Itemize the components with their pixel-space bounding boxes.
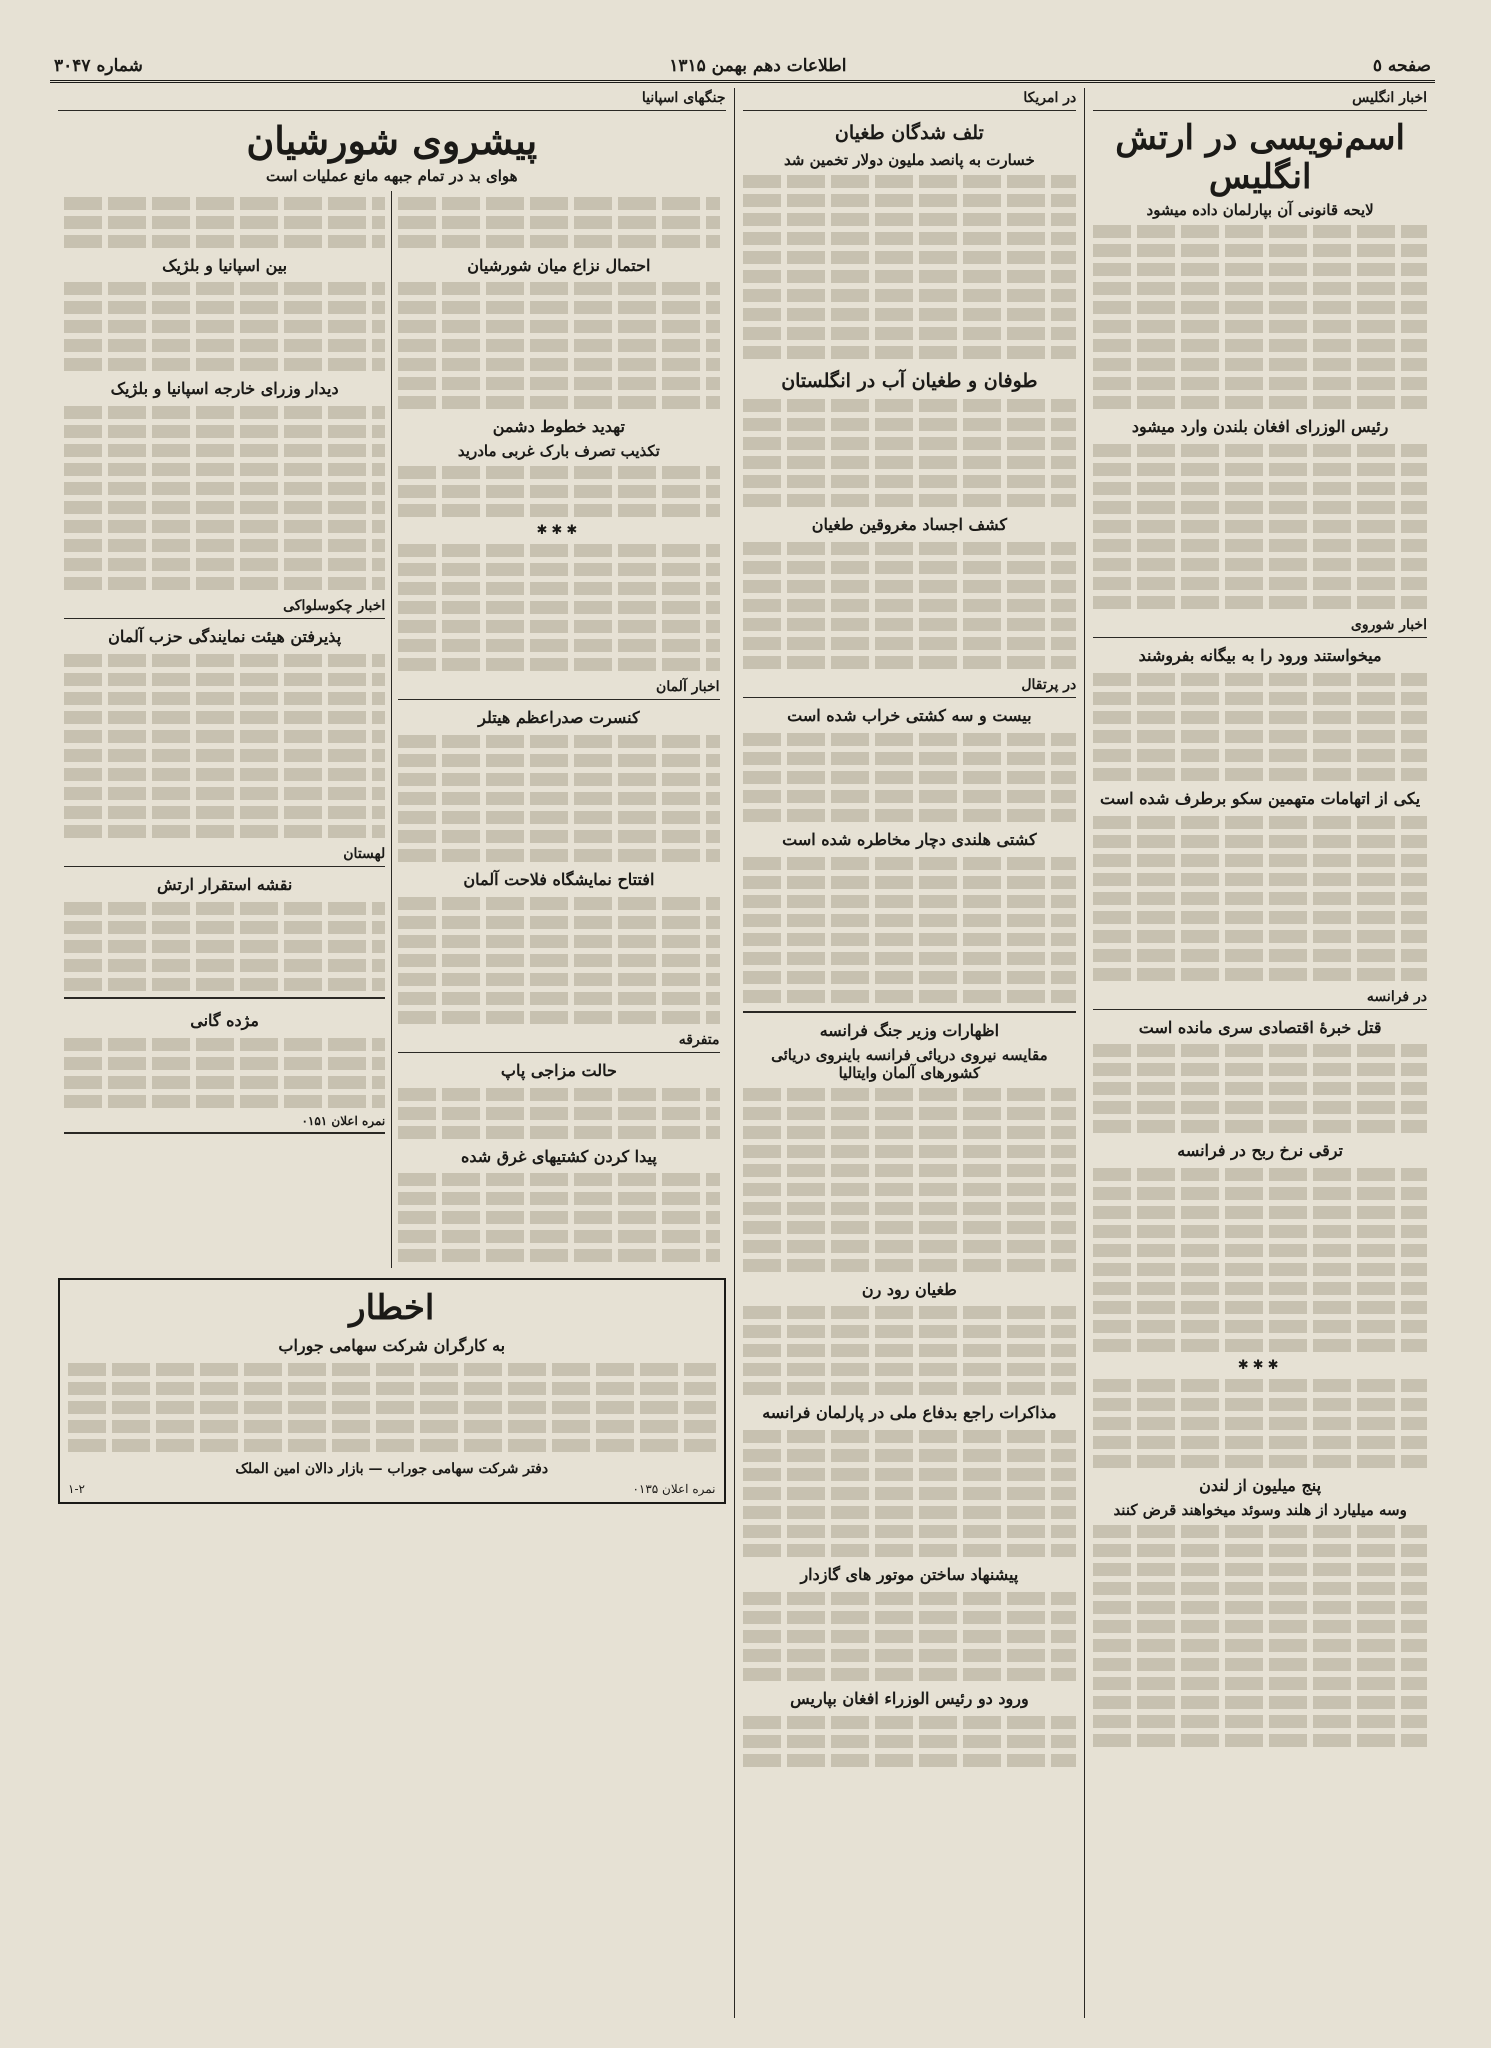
warning-ad-code: ۱-۲: [68, 1482, 85, 1497]
section-tag-misc: متفرقه: [398, 1030, 719, 1053]
separator-stars-2: ✱✱✱: [536, 523, 582, 539]
masthead: [50, 52, 1435, 83]
story-sell-entry-title: میخواستند ورود را به بیگانه بفروشند: [1138, 645, 1382, 665]
story-defense-title: مذاکرات راجع بدفاع ملی در پارلمان فرانسه: [762, 1403, 1057, 1423]
section-tag-czech: اخبار چکوسلواکی: [64, 596, 385, 619]
warning-ad-meta: [68, 1482, 716, 1496]
section-tag-england: اخبار انگلیس: [1093, 88, 1427, 111]
story-rhone-title: طغیان رود رن: [861, 1279, 957, 1299]
column-america: [734, 88, 1085, 2018]
story-ships-title: بیست و سه کشتی خراب شده است: [787, 706, 1032, 726]
warning-ad-sub: به کارگران شرکت سهامی جوراب: [278, 1336, 506, 1356]
warning-ad: [58, 1278, 726, 1504]
story-storm-title: طوفان و طغیان آب در انگلستان: [781, 369, 1038, 392]
story-spain-belgium-title: بین اسپانیا و بلژیک: [162, 255, 288, 275]
story-flood-dead-sub: خسارت به پانصد ملیون دولار تخمین شد: [783, 150, 1035, 169]
story-loan-sub: وسه میلیارد از هلند وسوئد میخواهند قرض کنند: [1113, 1500, 1407, 1519]
story-war-minister-title: اظهارات وزیر جنگ فرانسه: [819, 1020, 1000, 1040]
story-agri-fair-title: افتتاح نمایشگاه فلاحت آلمان: [463, 870, 655, 890]
story-sunken-ships-title: پیدا کردن کشتیهای غرق شده: [460, 1146, 657, 1166]
story-gas-engines-title: پیشنهاد ساختن موتور های گازدار: [800, 1565, 1019, 1585]
story-dutch-ship-title: کشتی هلندی دچار مخاطره شده است: [782, 829, 1037, 849]
column-england: [1084, 88, 1435, 2018]
section-tag-poland: لهستان: [64, 844, 385, 867]
story-hitler-concert-title: کنسرت صدراعظم هیتلر: [478, 708, 640, 728]
story-reward-title: مژده گانی: [190, 1010, 259, 1030]
subhead-army: لایحه قانونی آن بپارلمان داده میشود: [1146, 201, 1374, 220]
section-tag-spain: جنگهای اسپانیا: [58, 88, 726, 111]
story-loan-title: پنج میلیون از لندن: [1199, 1476, 1322, 1496]
subhead-rebels: هوای بد در تمام جبهه مانع عملیات است: [265, 166, 518, 185]
section-tag-america: در امریکا: [743, 88, 1077, 111]
columns: [50, 88, 1435, 2018]
story-interest-rate-title: ترقی نرخ ربح در فرانسه: [1177, 1141, 1343, 1161]
page-number: صفحه ٥: [1372, 56, 1431, 76]
story-pope-title: حالت مزاجی پاپ: [500, 1060, 617, 1080]
story-flood-dead-title: تلف شدگان طغیان: [834, 122, 984, 144]
story-ministers-title: دیدار وزرای خارجه اسپانیا و بلژیک: [110, 379, 339, 399]
story-murder-title: قتل خبرهٔ اقتصادی سری مانده است: [1138, 1017, 1382, 1037]
story-accusations-title: یکی از اتهامات متهمین سکو برطرف شده است: [1100, 788, 1421, 808]
reward-notice-number: نمره اعلان ۰۱۵۱: [301, 1113, 386, 1128]
spain-subcolumns: [58, 191, 726, 1269]
column-spain: [50, 88, 734, 2018]
story-war-minister-sub: مقایسه نیروی دریائی فرانسه باینروی دریائی کشورهای آلمان وایتالیا: [771, 1045, 1048, 1082]
separator-stars: ✱✱✱: [1237, 1358, 1283, 1374]
story-bodies-title: کشف اجساد مغروقین طغیان: [811, 515, 1007, 535]
section-tag-france: در فرانسه: [1093, 987, 1427, 1010]
warning-ad-title: اخطار: [349, 1288, 435, 1329]
warning-ad-number: نمره اعلان ۰۱۳۵: [632, 1482, 716, 1497]
divider: [743, 1011, 1077, 1013]
story-afghan-paris-title: ورود دو رئیس الوزراء افغان بپاریس: [790, 1688, 1029, 1708]
section-tag-portugal: در پرتقال: [743, 675, 1077, 698]
story-army-plan-title: نقشه استقرار ارتش: [156, 875, 293, 895]
reward-notice: [64, 997, 385, 1134]
section-tag-germany: اخبار آلمان: [398, 677, 719, 700]
story-rebel-dispute-title: احتمال نزاع میان شورشیان: [467, 255, 651, 275]
warning-ad-footer: دفتر شرکت سهامی جوراب — بازار دالان امین الملک: [235, 1461, 549, 1478]
spain-subcolumn-right: [391, 191, 725, 1269]
headline-rebels: پیشروی شورشیان: [246, 118, 538, 163]
spain-subcolumn-left: [58, 191, 391, 1269]
story-czech-title: پذیرفتن هیئت نمایندگی حزب آلمان: [108, 627, 342, 647]
section-tag-soviet: اخبار شوروی: [1093, 615, 1427, 638]
issue-date: اطلاعات دهم بهمن ۱۳۱۵: [669, 56, 847, 76]
headline-army: اسم‌نویسی در ارتش انگلیس: [1115, 118, 1405, 198]
issue-number: شماره ۳۰۴۷: [54, 56, 143, 76]
story-afghan-pm-title: رئیس الوزرای افغان بلندن وارد میشود: [1131, 417, 1389, 437]
story-threat-title: تهدید خطوط دشمن: [492, 417, 625, 437]
story-threat-sub: تکذیب تصرف بارک غربی مادرید: [457, 442, 660, 461]
